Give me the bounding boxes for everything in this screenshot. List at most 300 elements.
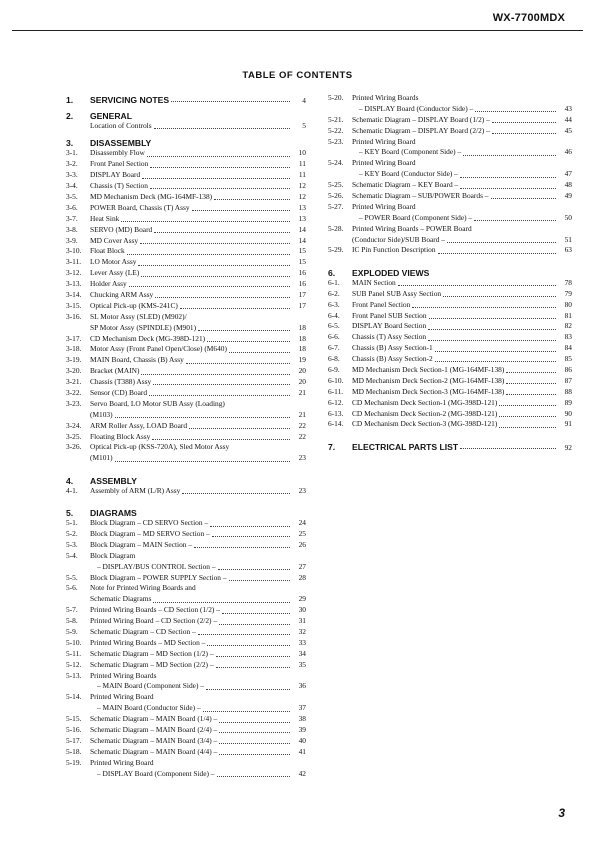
header-rule [12, 30, 583, 31]
toc-page-number: 16 [298, 279, 306, 289]
toc-entry[interactable] [66, 616, 306, 627]
toc-entry[interactable] [66, 214, 306, 225]
toc-entry-label: Chassis (B) Assy Section-1 [352, 343, 433, 353]
toc-entry-label: GENERAL [90, 111, 133, 121]
toc-entry-number: 3-11. [66, 257, 82, 267]
toc-entry-number: 3-1. [66, 148, 78, 158]
toc-entry[interactable] [66, 410, 306, 421]
toc-page-number: 27 [298, 561, 306, 571]
toc-leader-dots [474, 220, 556, 221]
toc-entry-number: 3-9. [66, 235, 78, 245]
toc-entry-label: – DISPLAY/BUS CONTROL Section – [97, 561, 216, 571]
toc-page-number: 17 [298, 289, 306, 299]
toc-leader-dots [138, 265, 290, 266]
toc-entry-number: 3-7. [66, 213, 78, 223]
toc-entry[interactable] [66, 594, 306, 605]
toc-page-number: 82 [564, 321, 572, 331]
toc-entry-number: 3-14. [66, 289, 82, 299]
toc-entry[interactable] [66, 747, 306, 758]
toc-leader-dots [443, 296, 556, 297]
toc-page-number: 18 [298, 333, 306, 343]
toc-leader-dots [222, 613, 290, 614]
toc-title: TABLE OF CONTENTS [242, 70, 353, 81]
toc-page-number: 80 [564, 299, 572, 309]
toc-entry-label: Lever Assy (LE) [90, 268, 140, 278]
toc-entry-number: 6-5. [328, 321, 340, 331]
toc-entry-number: 3-2. [66, 159, 78, 169]
toc-entry-number: 6-1. [328, 277, 340, 287]
toc-entry-label: Sensor (CD) Board [90, 387, 148, 397]
toc-entry[interactable] [66, 170, 306, 181]
toc-page-number: 81 [564, 310, 572, 320]
toc-leader-dots [475, 111, 556, 112]
toc-entry[interactable] [328, 137, 572, 148]
toc-entry-label: Printed Wiring Boards – CD Section (1/2) – [90, 605, 220, 615]
toc-leader-dots [171, 101, 290, 102]
toc-leader-dots [150, 167, 290, 168]
toc-page-number: 78 [564, 277, 572, 287]
toc-leader-dots [216, 656, 290, 657]
toc-page-number: 63 [564, 245, 572, 255]
toc-entry-label: Printed Wiring Boards [352, 92, 419, 102]
toc-section-heading[interactable] [66, 93, 306, 105]
toc-entry-label: SP Motor Assy (SPINDLE) (M901) [90, 322, 197, 332]
toc-section-heading[interactable] [66, 474, 306, 486]
toc-page-number: 50 [564, 212, 572, 222]
toc-entry-label: Chassis (T) Assy Section [352, 332, 427, 342]
toc-entry-number: 5-5. [66, 572, 78, 582]
toc-page-number: 14 [298, 224, 306, 234]
toc-entry-number: 5. [66, 508, 74, 519]
toc-entry-number: 5-3. [66, 539, 78, 549]
toc-entry[interactable] [66, 660, 306, 671]
toc-entry-number: 3-6. [66, 202, 78, 212]
toc-entry[interactable] [66, 268, 306, 279]
toc-entry[interactable] [328, 343, 572, 354]
toc-entry-number: 5-21. [328, 114, 344, 124]
toc-spacer [328, 430, 572, 435]
toc-entry[interactable] [66, 703, 306, 714]
toc-section-heading[interactable] [328, 440, 572, 452]
toc-entry-label: Block Diagram – POWER SUPPLY Section – [90, 572, 227, 582]
toc-entry[interactable] [66, 399, 306, 410]
toc-spacer [328, 256, 572, 261]
toc-entry-number: 2. [66, 111, 74, 121]
toc-page-number: 15 [298, 246, 306, 256]
toc-leader-dots [460, 448, 556, 449]
toc-entry-label: SERVICING NOTES [90, 94, 170, 105]
toc-entry-number: 4-1. [66, 485, 78, 495]
toc-entry[interactable] [328, 300, 572, 311]
toc-entry-label: SUB Panel SUB Assy Section [352, 288, 442, 298]
toc-entry-label: Front Panel Section [90, 159, 149, 169]
toc-leader-dots [189, 428, 290, 429]
toc-entry-label: MD Mechanism Deck Section-2 (MG-164MF-138) [352, 375, 505, 385]
toc-page-number: 11 [298, 170, 306, 180]
toc-entry-label: Schematic Diagram – MD Section (1/2) – [90, 648, 214, 658]
toc-leader-dots [147, 156, 290, 157]
toc-entry-label: ELECTRICAL PARTS LIST [352, 441, 459, 452]
toc-page-number: 13 [298, 202, 306, 212]
toc-entry-label: SERVO (MD) Board [90, 224, 153, 234]
toc-page-number: 21 [298, 387, 306, 397]
toc-leader-dots [127, 254, 290, 255]
toc-entry-label: Block Diagram – MAIN Section – [90, 539, 193, 549]
toc-entry-number: 3-15. [66, 300, 82, 310]
toc-entry[interactable] [66, 518, 306, 529]
toc-entry[interactable] [328, 202, 572, 213]
toc-entry[interactable] [66, 453, 306, 464]
toc-entry[interactable] [66, 159, 306, 170]
toc-entry[interactable] [66, 290, 306, 301]
toc-entry[interactable] [66, 529, 306, 540]
toc-leader-dots [219, 722, 290, 723]
toc-entry-label: Front Panel Section [352, 299, 411, 309]
toc-entry-number: 5-29. [328, 245, 344, 255]
toc-entry-label: Block Diagram – CD SERVO Section – [90, 518, 209, 528]
toc-page-number: 46 [564, 147, 572, 157]
toc-entry-number: 6-14. [328, 419, 344, 429]
toc-leader-dots [210, 526, 290, 527]
toc-entry[interactable] [66, 562, 306, 573]
toc-entry-number: 6-9. [328, 364, 340, 374]
toc-entry-label: – MAIN Board (Component Side) – [97, 681, 204, 691]
toc-entry[interactable] [66, 769, 306, 780]
toc-entry[interactable] [328, 311, 572, 322]
toc-page-number: 12 [298, 191, 306, 201]
toc-entry[interactable] [66, 121, 306, 132]
toc-entry[interactable] [328, 147, 572, 158]
toc-leader-dots [216, 667, 290, 668]
toc-entry-number: 3-17. [66, 333, 82, 343]
toc-page-number: 22 [298, 420, 306, 430]
toc-entry-label: Chassis (B) Assy Section-2 [352, 354, 433, 364]
toc-entry-label: Location of Controls [90, 120, 152, 130]
toc-leader-dots [438, 253, 556, 254]
toc-entry-number: 3-26. [66, 442, 82, 452]
toc-entry[interactable] [328, 409, 572, 420]
toc-entry[interactable] [328, 115, 572, 126]
toc-page-number: 5 [302, 120, 306, 130]
toc-entry-label: Front Panel SUB Section [352, 310, 427, 320]
toc-entry-label: Printed Wiring Boards [90, 670, 157, 680]
toc-leader-dots [214, 199, 290, 200]
toc-entry[interactable] [66, 355, 306, 366]
toc-entry-number: 5-9. [66, 627, 78, 636]
toc-entry-label: EXPLODED VIEWS [352, 267, 430, 278]
toc-spacer [66, 497, 306, 502]
toc-entry-label: Schematic Diagram – MAIN Board (3/4) – [90, 735, 218, 745]
toc-entry-number: 3-13. [66, 279, 82, 289]
toc-leader-dots [115, 461, 290, 462]
toc-entry[interactable] [66, 714, 306, 725]
toc-column-right [328, 93, 572, 452]
toc-entry-label: Optical Pick-up (KMS-241C) [90, 300, 178, 310]
toc-entry[interactable] [66, 573, 306, 584]
toc-entry-number: 5-16. [66, 725, 82, 735]
toc-entry[interactable] [66, 181, 306, 192]
toc-entry-label: – DISPLAY Board (Conductor Side) – [359, 103, 474, 113]
toc-entry-number: 5-24. [328, 158, 344, 168]
toc-entry[interactable] [66, 627, 306, 638]
toc-leader-dots [212, 536, 290, 537]
toc-leader-dots [186, 363, 290, 364]
toc-page-number: 22 [298, 431, 306, 441]
toc-entry[interactable] [66, 649, 306, 660]
toc-leader-dots [180, 308, 290, 309]
toc-entry[interactable] [328, 387, 572, 398]
toc-entry-number: 5-2. [66, 528, 78, 538]
toc-entry[interactable] [328, 419, 572, 430]
toc-entry[interactable] [66, 421, 306, 432]
toc-entry-number: 3-21. [66, 377, 82, 387]
toc-leader-dots [435, 351, 556, 352]
toc-spacer [66, 464, 306, 469]
toc-entry-label: Assembly of ARM (L/R) Assy [90, 485, 181, 495]
toc-page-number: 41 [298, 746, 306, 756]
toc-section-heading[interactable] [66, 110, 306, 122]
toc-leader-dots [428, 340, 556, 341]
toc-entry[interactable] [328, 180, 572, 191]
toc-entry-number: 5-1. [66, 518, 78, 528]
toc-entry[interactable] [66, 638, 306, 649]
toc-page-number: 85 [564, 354, 572, 364]
toc-entry-number: 5-23. [328, 136, 344, 146]
toc-entry[interactable] [66, 377, 306, 388]
toc-entry-label: LO Motor Assy [90, 257, 137, 267]
toc-section-heading[interactable] [66, 507, 306, 519]
toc-page-number: 18 [298, 322, 306, 332]
toc-page-number: 92 [564, 442, 572, 452]
toc-entry[interactable] [66, 344, 306, 355]
toc-leader-dots [198, 634, 290, 635]
toc-entry-number: 3-16. [66, 311, 82, 321]
toc-entry[interactable] [66, 692, 306, 703]
toc-entry-number: 5-11. [66, 648, 82, 658]
toc-entry[interactable] [66, 432, 306, 443]
toc-entry[interactable] [328, 332, 572, 343]
toc-leader-dots [219, 754, 290, 755]
toc-entry[interactable] [66, 388, 306, 399]
toc-entry-label: (M101) [90, 453, 113, 463]
toc-entry[interactable] [328, 126, 572, 137]
toc-entry[interactable] [328, 398, 572, 409]
toc-entry-label: Schematic Diagram – MD Section (2/2) – [90, 659, 214, 669]
toc-entry-label: Holder Assy [90, 279, 127, 289]
toc-entry-label: Floating Block Assy [90, 431, 151, 441]
toc-leader-dots [499, 405, 556, 406]
toc-entry[interactable] [66, 486, 306, 497]
toc-leader-dots [428, 329, 556, 330]
toc-page-number: 33 [298, 637, 306, 647]
toc-entry[interactable] [66, 758, 306, 769]
toc-leader-dots [492, 133, 556, 134]
toc-section-heading[interactable] [328, 266, 572, 278]
toc-entry[interactable] [328, 224, 572, 235]
toc-entry-label: (Conductor Side)/SUB Board – [352, 234, 445, 244]
toc-entry-label: DISPLAY Board [90, 170, 141, 180]
toc-leader-dots [506, 372, 556, 373]
toc-entry[interactable] [328, 321, 572, 332]
toc-entry[interactable] [328, 93, 572, 104]
toc-leader-dots [207, 341, 290, 342]
toc-entry-label: Printed Wiring Board [352, 136, 416, 146]
toc-leader-dots [492, 122, 556, 123]
toc-entry[interactable] [328, 289, 572, 300]
toc-entry[interactable] [328, 354, 572, 365]
toc-entry-number: 3-22. [66, 387, 82, 397]
toc-entry-number: 5-10. [66, 637, 82, 647]
toc-entry-number: 5-7. [66, 605, 78, 615]
toc-leader-dots [182, 493, 290, 494]
toc-entry[interactable] [66, 246, 306, 257]
toc-page-number: 14 [298, 235, 306, 245]
toc-page-number: 11 [298, 159, 306, 169]
toc-leader-dots [140, 243, 290, 244]
toc-entry[interactable] [66, 725, 306, 736]
model-number: WX-7700MDX [492, 12, 565, 24]
toc-entry[interactable] [66, 236, 306, 247]
toc-entry[interactable] [66, 312, 306, 323]
toc-entry[interactable] [66, 203, 306, 214]
toc-page-number: 49 [564, 191, 572, 200]
toc-entry[interactable] [328, 169, 572, 180]
toc-entry-label: ASSEMBLY [90, 475, 137, 486]
toc-entry-number: 6-2. [328, 288, 340, 298]
toc-entry-label: – MAIN Board (Conductor Side) – [97, 703, 201, 713]
toc-entry[interactable] [66, 736, 306, 747]
toc-leader-dots [218, 569, 290, 570]
toc-entry-label: Schematic Diagram – MAIN Board (1/4) – [90, 714, 218, 724]
toc-entry-label: Schematic Diagram – DISPLAY Board (1/2) – [352, 114, 490, 124]
toc-entry-number: 6-12. [328, 397, 344, 407]
toc-leader-dots [198, 330, 290, 331]
toc-leader-dots [229, 352, 290, 353]
toc-entry-number: 5-15. [66, 714, 82, 724]
toc-entry[interactable] [66, 334, 306, 345]
toc-page-number: 12 [298, 181, 306, 191]
toc-entry[interactable] [66, 583, 306, 594]
toc-column-left [66, 93, 306, 779]
toc-page-number: 90 [564, 408, 572, 418]
toc-entry-number: 3-4. [66, 181, 78, 191]
toc-entry[interactable] [66, 671, 306, 682]
toc-entry[interactable] [66, 323, 306, 334]
toc-entry[interactable] [328, 191, 572, 202]
toc-page-number: 4 [302, 95, 306, 105]
toc-entry-number: 3-8. [66, 224, 78, 234]
toc-entry-number: 5-20. [328, 92, 344, 102]
toc-entry[interactable] [328, 158, 572, 169]
toc-page-number: 13 [298, 213, 306, 223]
toc-leader-dots [219, 624, 290, 625]
toc-page-number: 20 [298, 366, 306, 376]
toc-entry[interactable] [66, 279, 306, 290]
toc-leader-dots [115, 417, 290, 418]
toc-page-number: 31 [298, 616, 306, 626]
toc-entry-label: Printed Wiring Board [352, 201, 416, 211]
toc-page-number: 32 [298, 627, 306, 636]
toc-leader-dots [447, 242, 556, 243]
toc-entry-label: Schematic Diagrams [90, 594, 152, 604]
toc-entry[interactable] [328, 278, 572, 289]
toc-entry[interactable] [328, 376, 572, 387]
toc-leader-dots [194, 547, 290, 548]
toc-page-number: 35 [298, 659, 306, 669]
toc-page-number: 40 [298, 735, 306, 745]
toc-entry[interactable] [66, 148, 306, 159]
toc-entry[interactable] [66, 681, 306, 692]
toc-page-number: 86 [564, 364, 572, 374]
toc-entry-label: – KEY Board (Component Side) – [359, 147, 462, 157]
toc-page-number: 87 [564, 375, 572, 385]
toc-entry-number: 7. [328, 441, 336, 452]
toc-page-number: 44 [564, 114, 572, 124]
toc-entry-label: Schematic Diagram – KEY Board – [352, 180, 459, 190]
toc-entry-label: Disassembly Flow [90, 148, 145, 158]
toc-page-number: 24 [298, 518, 306, 528]
toc-entry-number: 5-12. [66, 659, 82, 669]
toc-entry-label: CD Mechanism Deck Section-3 (MG-398D-121) [352, 419, 498, 429]
toc-entry-label: MD Mechanism Deck Section-1 (MG-164MF-138) [352, 364, 505, 374]
toc-entry-number: 5-22. [328, 125, 344, 135]
toc-entry[interactable] [66, 192, 306, 203]
toc-entry-label: MD Cover Assy [90, 235, 139, 245]
toc-page-number: 17 [298, 300, 306, 310]
toc-entry-number: 6. [328, 267, 336, 278]
toc-entry-number: 5-4. [66, 550, 78, 560]
toc-leader-dots [121, 221, 290, 222]
toc-leader-dots [203, 711, 290, 712]
toc-entry-label: Bracket (MAIN) [90, 366, 140, 376]
toc-entry[interactable] [328, 245, 572, 256]
toc-entry[interactable] [328, 365, 572, 376]
toc-entry[interactable] [328, 235, 572, 246]
toc-entry[interactable] [66, 551, 306, 562]
toc-entry[interactable] [66, 442, 306, 453]
toc-entry[interactable] [66, 605, 306, 616]
toc-entry-label: Float Block [90, 246, 125, 256]
toc-entry[interactable] [328, 213, 572, 224]
toc-entry-label: ARM Roller Assy, LOAD Board [90, 420, 188, 430]
toc-entry-number: 3-3. [66, 170, 78, 180]
toc-leader-dots [229, 580, 290, 581]
toc-entry-label: Heat Sink [90, 213, 120, 223]
toc-entry-label: POWER Board, Chassis (T) Assy [90, 202, 190, 212]
toc-section-heading[interactable] [66, 137, 306, 149]
toc-entry[interactable] [66, 540, 306, 551]
toc-entry-label: IC Pin Function Description [352, 245, 436, 255]
toc-entry[interactable] [66, 301, 306, 312]
toc-entry[interactable] [66, 366, 306, 377]
toc-leader-dots [219, 743, 290, 744]
toc-page-number: 21 [298, 409, 306, 419]
toc-entry[interactable] [328, 104, 572, 115]
toc-entry[interactable] [66, 257, 306, 268]
toc-leader-dots [192, 210, 290, 211]
toc-page-number: 37 [298, 703, 306, 713]
toc-page-number: 18 [298, 344, 306, 354]
toc-entry-label: Printed Wiring Boards – POWER Board [352, 223, 472, 233]
toc-page-number: 25 [298, 528, 306, 538]
toc-leader-dots [460, 188, 556, 189]
toc-leader-dots [499, 416, 556, 417]
toc-page-number: 15 [298, 257, 306, 267]
toc-page-number: 51 [564, 234, 572, 244]
toc-entry-label: Schematic Diagram – DISPLAY Board (2/2) – [352, 125, 490, 135]
toc-entry-number: 6-7. [328, 343, 340, 353]
toc-entry[interactable] [66, 225, 306, 236]
